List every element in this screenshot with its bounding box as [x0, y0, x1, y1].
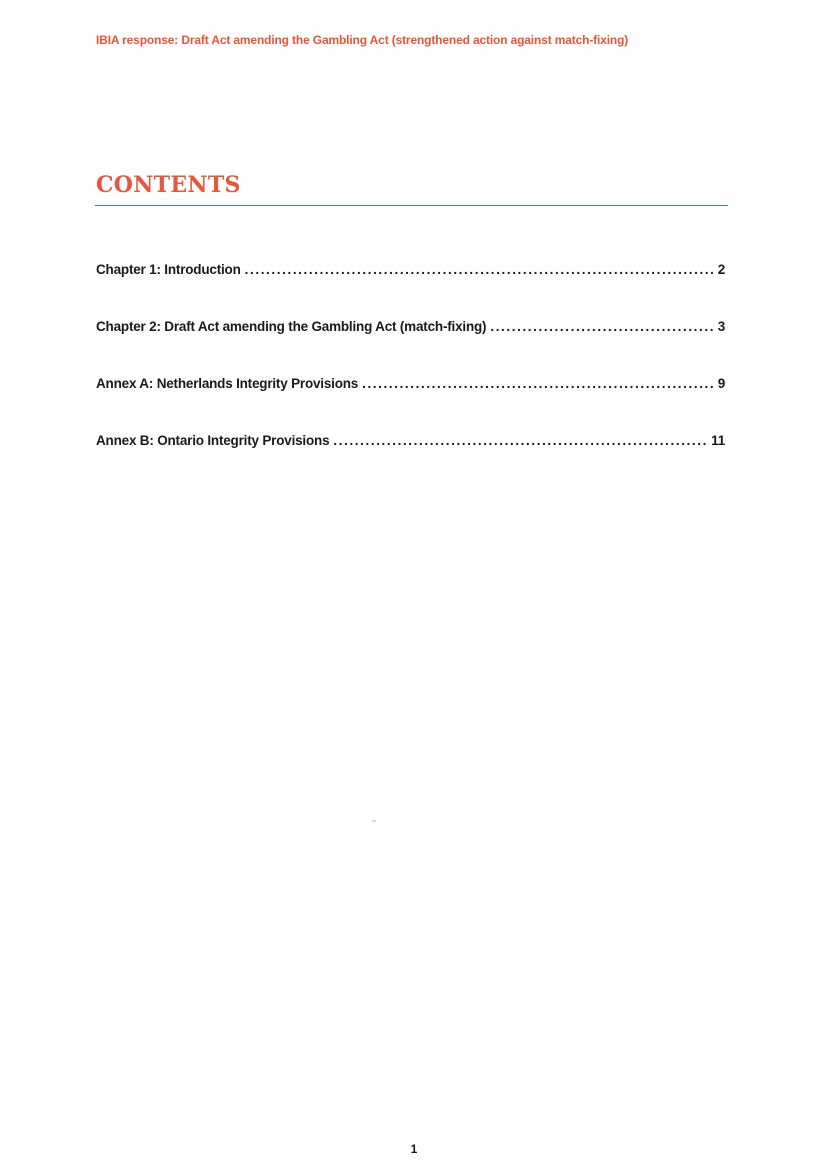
toc-entry-page: 11 [711, 433, 725, 448]
scan-speck [372, 820, 376, 822]
toc-entry-chapter-1[interactable] [96, 262, 725, 319]
toc-dot-leader [245, 262, 716, 277]
contents-heading: CONTENTS [96, 172, 241, 198]
page-number: 1 [410, 1142, 418, 1156]
toc-entry-page: 2 [717, 262, 725, 277]
heading-divider [95, 205, 728, 206]
toc-entry-title: Annex A: Netherlands Integrity Provisions [96, 376, 359, 391]
table-of-contents [96, 262, 725, 490]
toc-entry-title: Chapter 2: Draft Act amending the Gambling Act (match-fixing) [96, 319, 487, 334]
toc-dot-leader [362, 376, 716, 391]
running-header: IBIA response: Draft Act amending the Gambling Act (strengthened action against match-fixing) [96, 33, 629, 47]
toc-entry-annex-b[interactable] [96, 433, 725, 490]
toc-entry-page: 9 [717, 376, 725, 391]
toc-entry-chapter-2[interactable] [96, 319, 725, 376]
toc-dot-leader [490, 319, 715, 334]
toc-entry-annex-a[interactable] [96, 376, 725, 433]
toc-entry-title: Chapter 1: Introduction [96, 262, 241, 277]
toc-dot-leader [333, 433, 709, 448]
toc-entry-title: Annex B: Ontario Integrity Provisions [96, 433, 330, 448]
toc-entry-page: 3 [717, 319, 725, 334]
